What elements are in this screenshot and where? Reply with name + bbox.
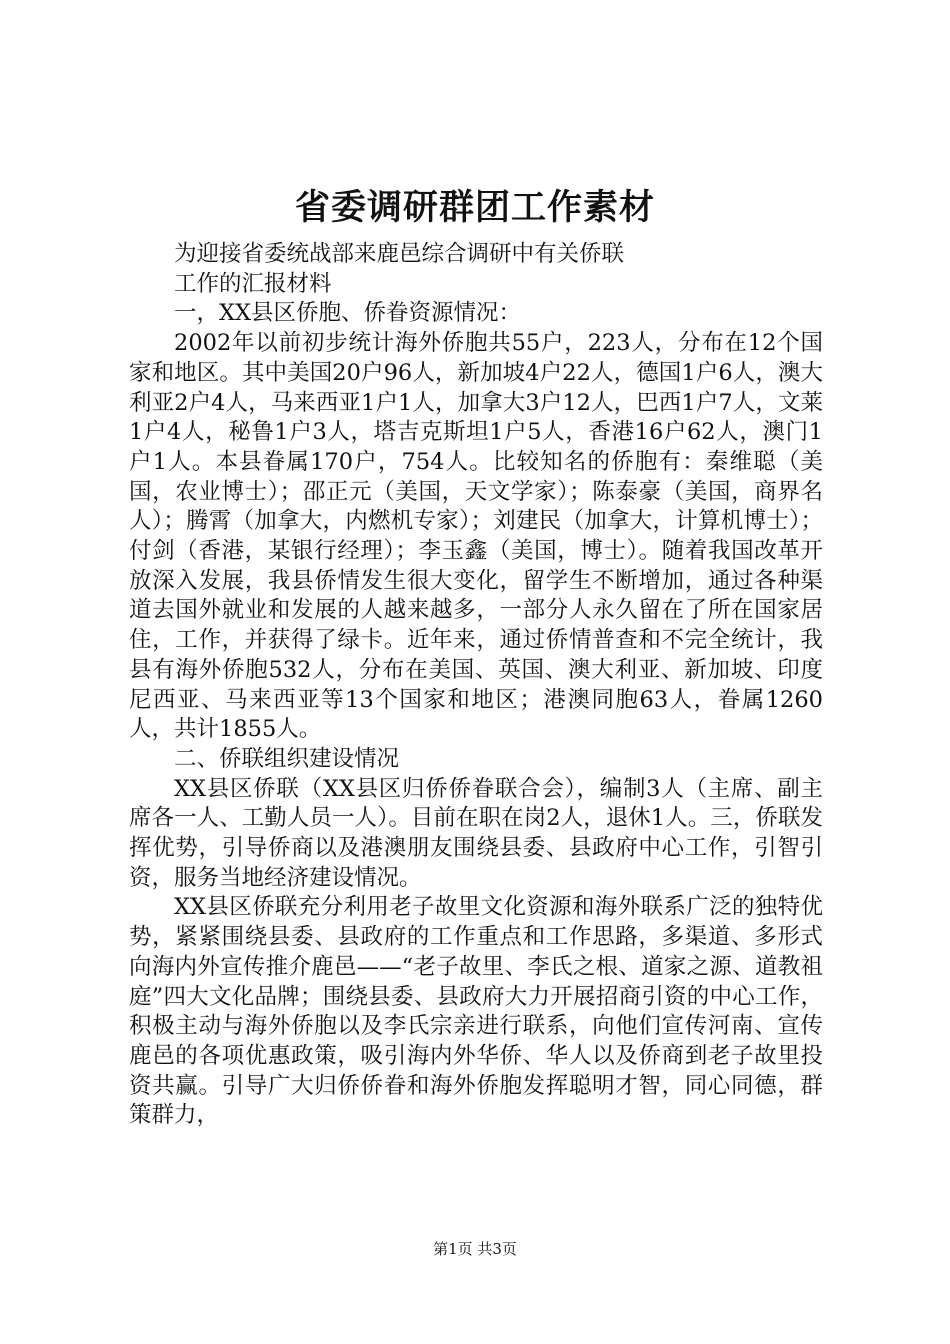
section-heading-1: 一，XX县区侨胞、侨眷资源情况： [174, 300, 522, 327]
document-body [129, 240, 823, 1131]
paragraph-promotion: XX县区侨联充分利用老子故里文化资源和海外联系广泛的独特优势，紧紧围绕县委、县政府的工作重点和工作思路，多渠道、多形式向海内外宣传推介鹿邑——“老子故里、李氏之根、道家之源、道教祖庭”四大文化品牌；围绕县委、县政府大力开展招商引资的中心工作，积极主动与海外侨胞以及李氏宗亲进行联系，向他们宣传河南、宣传鹿邑的各项优惠政策，吸引海内外华侨、华人以及侨商到老子故里投资共赢。引导广大归侨侨眷和海外侨胞发挥聪明才智，同心同德，群策群力， [129, 894, 823, 1129]
document-title: 省委调研群团工作素材 [294, 188, 655, 228]
paragraph-intro-line-2: 工作的汇报材料 [174, 270, 332, 297]
paragraph-organization: XX县区侨联（XX县区归侨侨眷联合会），编制3人（主席、副主席各一人、工勤人员一人）。目前在职在岗2人，退休1人。三，侨联发挥优势，引导侨商以及港澳朋友围绕县委、县政府中心工作，引智引资，服务当地经济建设情况。 [129, 775, 823, 891]
paragraph-intro-line-1: 为迎接省委统战部来鹿邑综合调研中有关侨联 [174, 241, 625, 267]
section-heading-2: 二、侨联组织建设情况 [174, 745, 400, 772]
page-footer: 第1页 共3页 [433, 1240, 517, 1258]
paragraph-overseas-stats: 2002年以前初步统计海外侨胞共55户，223人，分布在12个国家和地区。其中美国20户96人，新加坡4户22人，德国1户6人，澳大利亚2户4人，马来西亚1户1人，加拿大3户12人，巴西1户7人，文莱1户4人，秘鲁1户3人，塔吉克斯坦1户5人，香港16户62人，澳门1户1人。本县眷属170户，754人。比较知名的侨胞有：秦维聪（美国，农业博士）；邵正元（美国，天文学家）；陈泰豪（美国，商界名人）；腾霄（加拿大，内燃机专家）；刘建民（加拿大，计算机博士）；付剑（香港，某银行经理）；李玉鑫（美国，博士）。随着我国改革开放深入发展，我县侨情发生很大变化，留学生不断增加，通过各种渠道去国外就业和发展的人越来越多，一部分人永久留在了所在国家居住，工作，并获得了绿卡。近年来，通过侨情普查和不完全统计，我县有海外侨胞532人，分布在美国、英国、澳大利亚、新加坡、印度尼西亚、马来西亚等13个国家和地区；港澳同胞63人，眷属1260人，共计1855人。 [129, 330, 823, 743]
